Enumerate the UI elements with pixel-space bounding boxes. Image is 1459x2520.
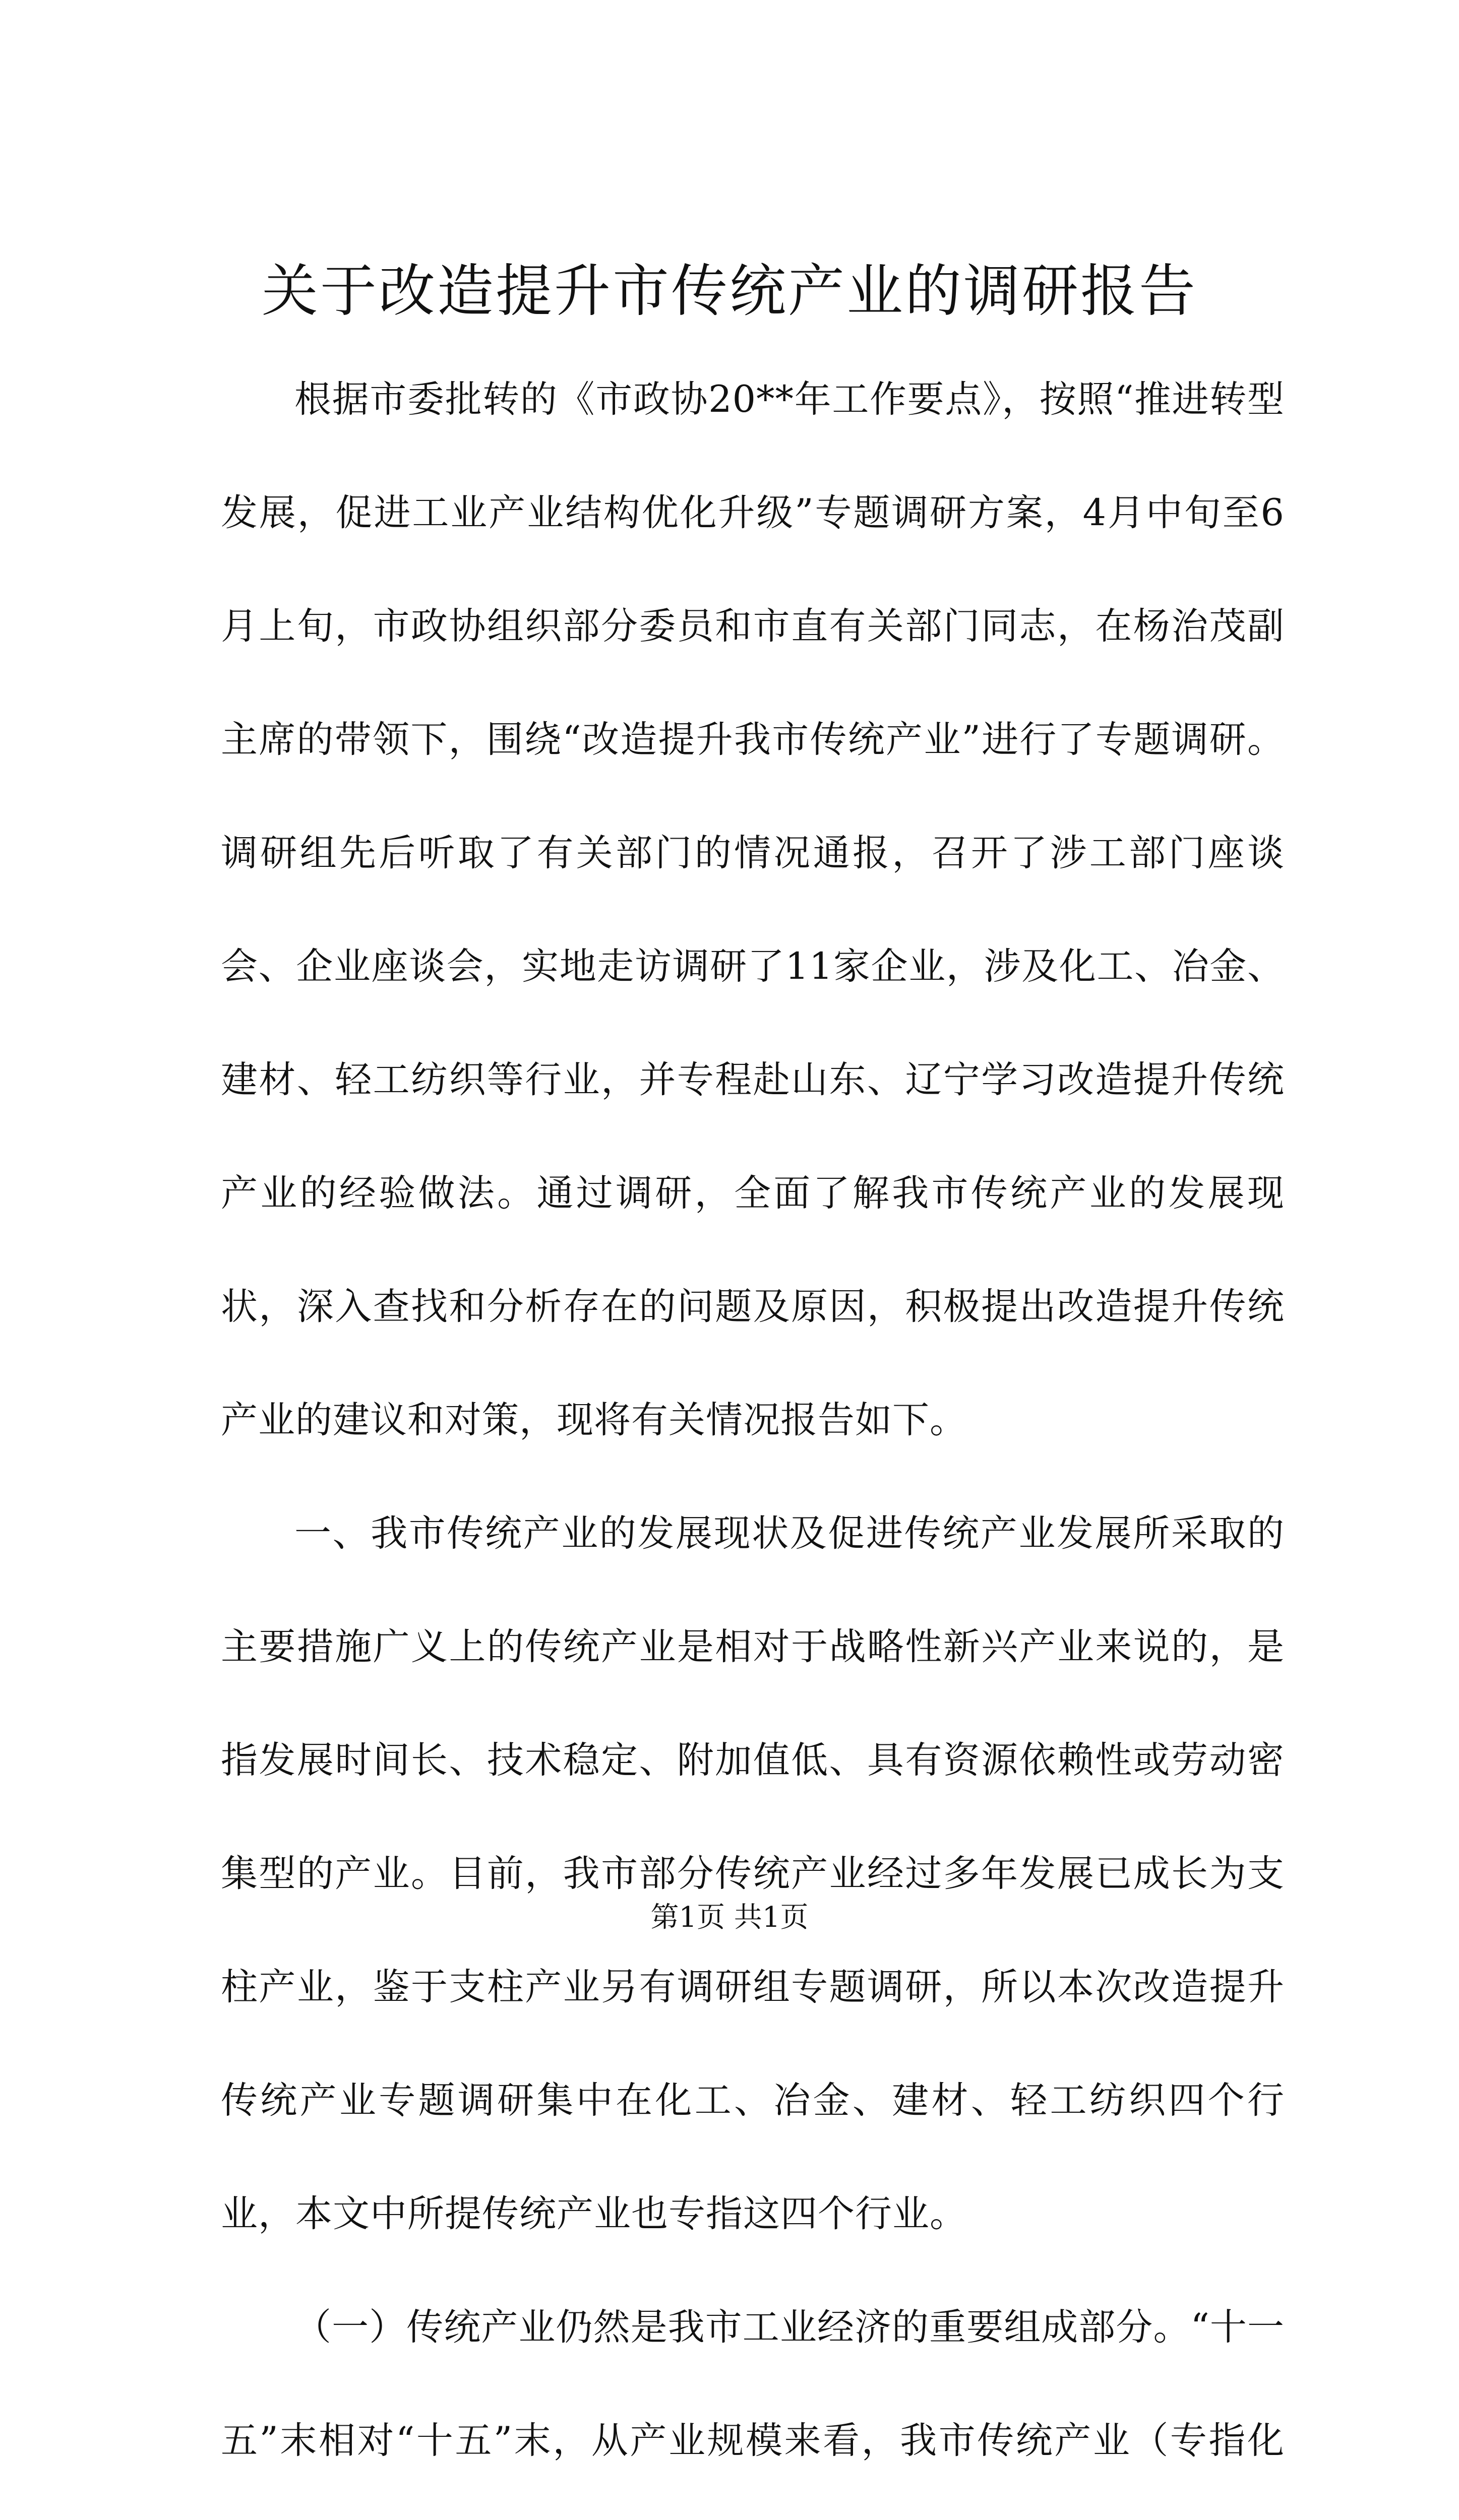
page-footer: 第1页 共1页 (650, 1901, 809, 1934)
document-title: 关于改造提升市传统产业的调研报告 (262, 259, 1197, 324)
paragraph-intro: 根据市委批转的《市政协20**年工作要点》，按照“推进转型发展，促进工业产业结构优化升级”专题调研方案，4月中旬至6月上旬，市政协组织部分委员和市直有关部门同志，在杨治茂副主席的带领下，围绕“改造提升我市传统产业”进行了专题调研。调研组先后听取了有关部门的情况通报，召开了涉工部门座谈会、企业座谈会，实地走访调研了11家企业，涉及化工、冶金、建材、轻工纺织等行业，并专程赴山东、辽宁学习改造提升传统产业的经验做法。通过调研，全面了解我市传统产业的发展现状，深入查找和分析存在的问题及原因，积极提出改造提升传统产业的建议和对策，现将有关情况报告如下。 (221, 378, 1285, 1441)
paragraph-subsection-one: （一）传统产业仍然是我市工业经济的重要组成部分。“十一五”末相对“十五”末，从产业规模来看，我市传统产业（专指化 (221, 2306, 1285, 2462)
paragraph-section-one: 一、我市传统产业的发展现状及促进传统产业发展所采取的主要措施广义上的传统产业是相对于战略性新兴产业来说的，是指发展时间长、技术稳定、附加值低、具有资源依赖性或劳动密集型的产业。目前，我市部分传统产业经过多年发展已成长为支柱产业，鉴于支柱产业另有调研组专题调研，所以本次改造提升传统产业专题调研集中在化工、冶金、建材、轻工纺织四个行业，本文中所提传统产业也专指这四个行业。 (221, 1512, 1285, 2235)
document-body (221, 343, 1285, 2520)
